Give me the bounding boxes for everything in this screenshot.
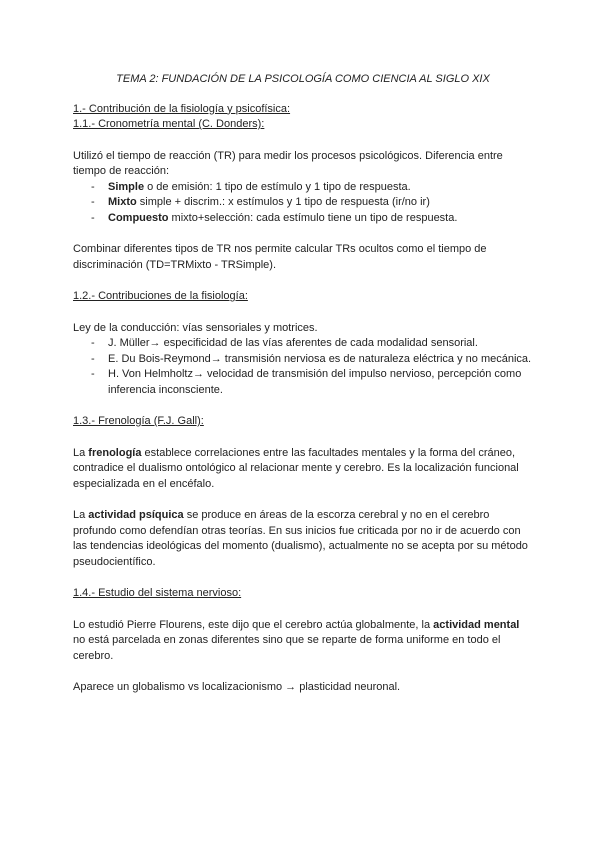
list-item: - Compuesto mixto+selección: cada estímulo tiene un tipo de respuesta. — [91, 211, 533, 227]
paragraph-combine-tr: Combinar diferentes tipos de TR nos permite calcular TRs ocultos como el tiempo de discriminación (TD=TRMixto - TRSimple). — [73, 243, 487, 271]
list-item: - J. Müller→ especificidad de las vías aferentes de cada modalidad sensorial. — [91, 336, 533, 352]
reaction-time-list — [73, 180, 533, 227]
subsection-heading-1-2: 1.2.- Contribuciones de la fisiología: — [73, 290, 248, 302]
list-item: - H. Von Helmholtz→ velocidad de transmisión del impulso nervioso, percepción como inferencia inconsciente. — [91, 367, 533, 398]
subsection-heading-1-4: 1.4.- Estudio del sistema nervioso: — [73, 587, 242, 599]
paragraph-flourens: Lo estudió Pierre Flourens, este dijo que el cerebro actúa globalmente, la actividad mental no está parcelada en zonas diferentes sino que se reparte de forma uniforme en todo el cerebro. — [73, 618, 520, 662]
paragraph-actividad-psiquica: La actividad psíquica se produce en áreas de la escorza cerebral y no en el cerebro profundo como defendían otras teorías. En sus inicios fue criticada por no ir de acuerdo con las tendencias ideológicas del momento (dualismo), actualmente no se acepta por su método pseudocientífico. — [73, 509, 528, 568]
paragraph-frenologia: La frenología establece correlaciones entre las facultades mentales y la forma del cráneo, contradice el dualismo ontológico al relacionar mente y cerebro. Es la localización funcional especializada en el encéfalo. — [73, 446, 519, 490]
list-item: - Simple o de emisión: 1 tipo de estímulo y 1 tipo de respuesta. — [91, 180, 533, 196]
paragraph-conduction-law: Ley de la conducción: vías sensoriales y motrices. — [73, 321, 318, 334]
physiology-list — [73, 336, 533, 398]
subsection-heading-1-3: 1.3.- Frenología (F.J. Gall): — [73, 415, 204, 427]
paragraph-globalismo: Aparece un globalismo vs localizacionismo → plasticidad neuronal. — [73, 681, 401, 693]
subsection-heading-1-1: 1.1.- Cronometría mental (C. Donders): — [73, 118, 265, 130]
paragraph-reaction-time-intro: Utilizó el tiempo de reacción (TR) para medir los procesos psicológicos. Diferencia entre tiempo de reacción: — [73, 149, 503, 177]
document-title: TEMA 2: FUNDACIÓN DE LA PSICOLOGÍA COMO CIENCIA AL SIGLO XIX — [116, 73, 490, 85]
section-heading-1: 1.- Contribución de la fisiología y psicofísica: — [73, 102, 291, 115]
list-item: - Mixto simple + discrim.: x estímulos y 1 tipo de respuesta (ir/no ir) — [91, 195, 533, 211]
document-page — [73, 72, 533, 696]
list-item: - E. Du Bois-Reymond→ transmisión nerviosa es de naturaleza eléctrica y no mecánica. — [91, 352, 533, 368]
